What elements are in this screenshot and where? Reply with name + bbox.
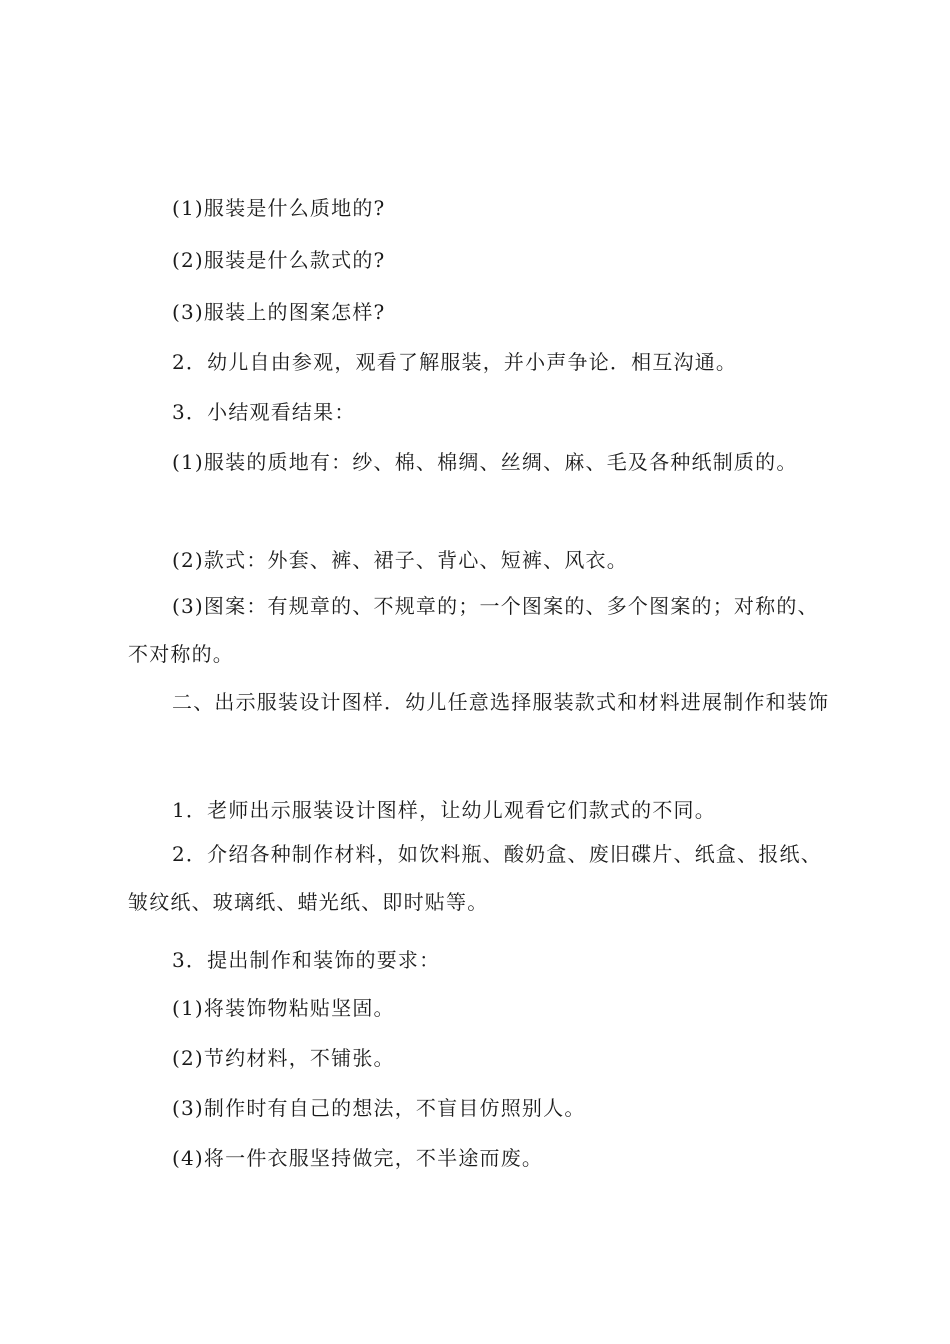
- step-3-requirements: 3．提出制作和装饰的要求：: [172, 948, 441, 972]
- section-two-heading: 二、出示服装设计图样．幼儿任意选择服装款式和材料进展制作和装饰: [172, 690, 830, 714]
- summary-style: (2)款式：外套、裤、裙子、背心、短裤、风衣。: [172, 548, 628, 572]
- question-pattern: (3)服装上的图案怎样?: [172, 300, 386, 324]
- summary-texture: (1)服装的质地有：纱、棉、棉绸、丝绸、麻、毛及各种纸制质的。: [172, 450, 798, 474]
- step-2-materials: 2．介绍各种制作材料，如饮料瓶、酸奶盒、废旧碟片、纸盒、报纸、皱纹纸、玻璃纸、蜡光纸、即时贴等。: [128, 842, 822, 914]
- step-2-visit: 2．幼儿自由参观，观看了解服装，并小声争论．相互沟通。: [172, 350, 738, 374]
- requirement-1: (1)将装饰物粘贴坚固。: [172, 996, 395, 1020]
- question-texture: (1)服装是什么质地的?: [172, 196, 386, 220]
- question-style: (2)服装是什么款式的?: [172, 248, 386, 272]
- step-3-summary: 3．小结观看结果：: [172, 400, 356, 424]
- requirement-3: (3)制作时有自己的想法，不盲目仿照别人。: [172, 1096, 586, 1120]
- requirement-2: (2)节约材料，不铺张。: [172, 1046, 395, 1070]
- step-1-show-design: 1．老师出示服装设计图样，让幼儿观看它们款式的不同。: [172, 798, 716, 822]
- summary-pattern: (3)图案：有规章的、不规章的；一个图案的、多个图案的；对称的、不对称的。: [128, 594, 819, 666]
- requirement-4: (4)将一件衣服坚持做完，不半途而废。: [172, 1146, 544, 1170]
